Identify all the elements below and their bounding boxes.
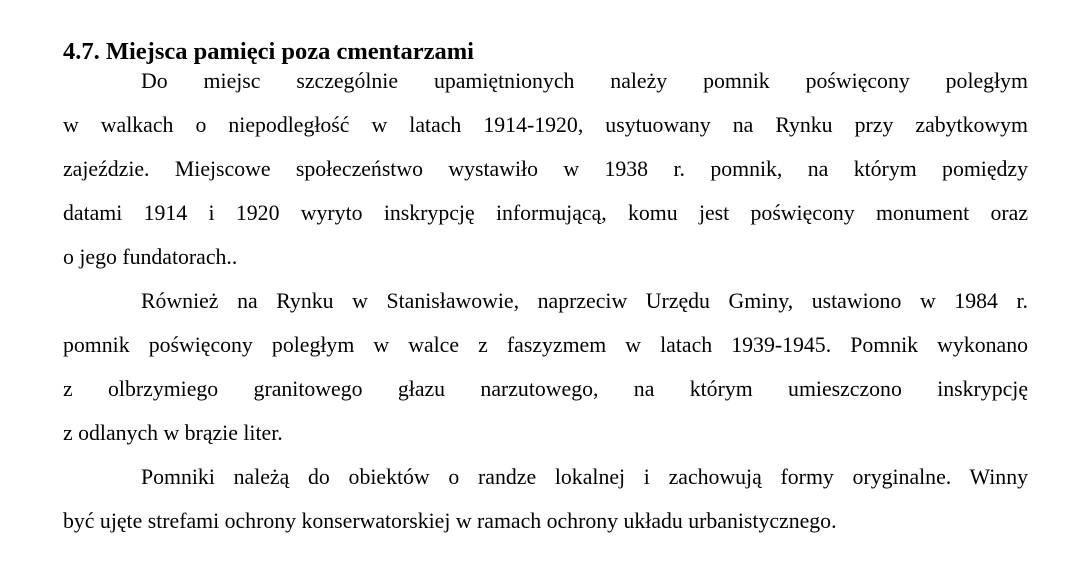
paragraph-2 (63, 279, 1028, 455)
paragraph-line: w walkach o niepodległość w latach 1914-1920, usytuowany na Rynku przy zabytkowym (63, 113, 1028, 137)
section-heading: 4.7. Miejsca pamięci poza cmentarzami (63, 38, 474, 65)
paragraph-line: być ujęte strefami ochrony konserwatorskiej w ramach ochrony układu urbanistycznego. (63, 509, 837, 533)
paragraph-line: datami 1914 i 1920 wyryto inskrypcję informującą, komu jest poświęcony monument oraz (63, 201, 1028, 225)
paragraph-1 (63, 59, 1028, 279)
paragraph-line: o jego fundatorach.. (63, 245, 238, 269)
paragraph-line: zajeździe. Miejscowe społeczeństwo wystawiło w 1938 r. pomnik, na którym pomiędzy (63, 157, 1028, 181)
paragraph-line: Również na Rynku w Stanisławowie, naprzeciw Urzędu Gminy, ustawiono w 1984 r. (141, 289, 1028, 313)
paragraph-line: z olbrzymiego granitowego głazu narzutowego, na którym umieszczono inskrypcję (63, 377, 1028, 401)
paragraph-line: z odlanych w brązie liter. (63, 421, 283, 445)
paragraph-line: Do miejsc szczególnie upamiętnionych należy pomnik poświęcony poległym (141, 69, 1028, 93)
paragraph-3 (63, 455, 1028, 543)
paragraph-line: Pomniki należą do obiektów o randze lokalnej i zachowują formy oryginalne. Winny (141, 465, 1028, 489)
document-page (63, 37, 1028, 543)
paragraph-line: pomnik poświęcony poległym w walce z faszyzmem w latach 1939-1945. Pomnik wykonano (63, 333, 1028, 357)
